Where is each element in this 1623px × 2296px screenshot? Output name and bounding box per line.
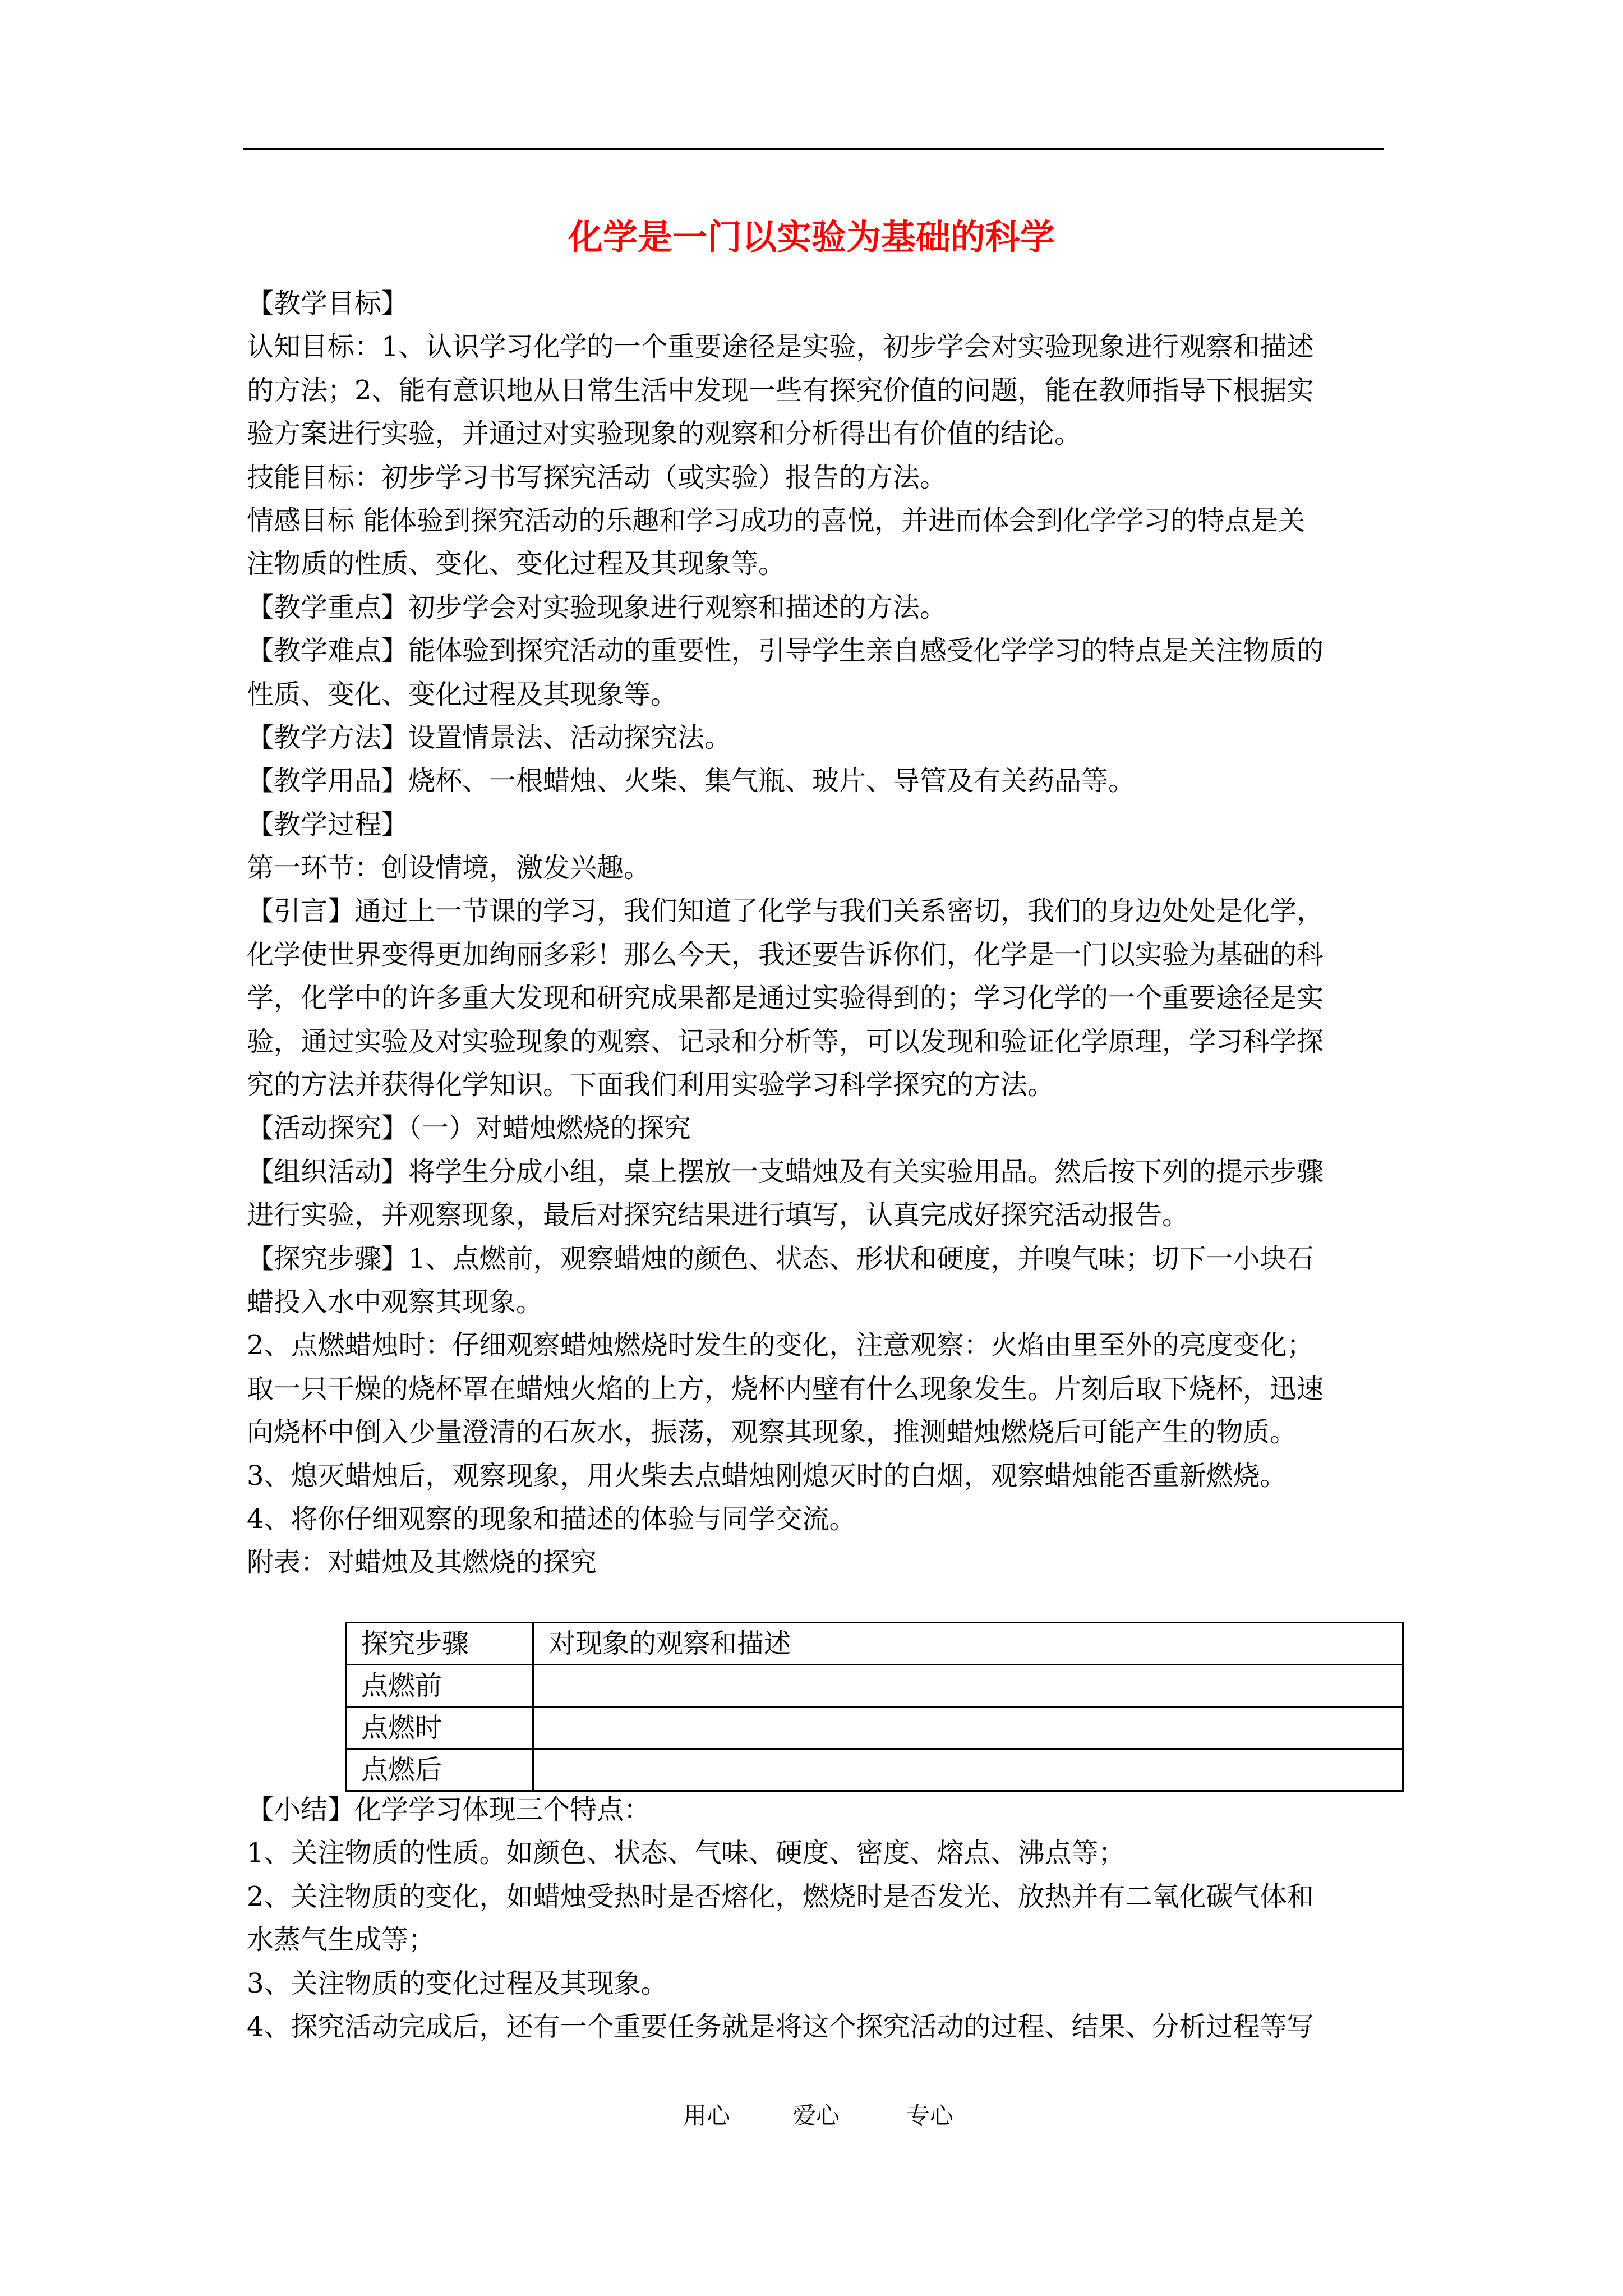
footer-text: 爱心 <box>792 2102 840 2129</box>
text-line: 取一只干燥的烧杯罩在蜡烛火焰的上方，烧杯内壁有什么现象发生。片刻后取下烧杯，迅速 <box>247 1373 1324 1405</box>
text-line: 3、熄灭蜡烛后，观察现象，用火柴去点蜡烛刚熄灭时的白烟，观察蜡烛能否重新燃烧。 <box>247 1460 1287 1492</box>
table-header-cell: 探究步骤 <box>346 1623 533 1665</box>
text-line: 【组织活动】将学生分成小组，桌上摆放一支蜡烛及有关实验用品。然后按下列的提示步骤 <box>247 1156 1324 1188</box>
table-cell: 点燃前 <box>346 1665 533 1707</box>
text-line: 情感目标 能体验到探究活动的乐趣和学习成功的喜悦，并进而体会到化学学习的特点是关 <box>247 504 1306 536</box>
table-cell <box>533 1749 1403 1791</box>
text-line: 【引言】通过上一节课的学习，我们知道了化学与我们关系密切，我们的身边处处是化学， <box>247 895 1324 927</box>
table-header-row <box>346 1623 1403 1665</box>
text-line: 【活动探究】（一）对蜡烛燃烧的探究 <box>247 1112 691 1144</box>
text-line: 技能目标：初步学习书写探究活动（或实验）报告的方法。 <box>247 461 947 493</box>
text-line: 进行实验，并观察现象，最后对探究结果进行填写，认真完成好探究活动报告。 <box>247 1199 1189 1231</box>
text-line: 【教学难点】能体验到探究活动的重要性，引导学生亲自感受化学学习的特点是关注物质的 <box>247 635 1324 667</box>
text-line: 认知目标：1、认识学习化学的一个重要途径是实验，初步学会对实验现象进行观察和描述 <box>247 331 1314 363</box>
text-line: 【教学过程】 <box>247 808 409 840</box>
text-line: 蜡投入水中观察其现象。 <box>247 1286 543 1318</box>
footer-text: 专心 <box>906 2102 954 2129</box>
text-line: 3、关注物质的变化过程及其现象。 <box>247 1967 668 1999</box>
text-line: 验，通过实验及对实验现象的观察、记录和分析等，可以发现和验证化学原理，学习科学探 <box>247 1025 1324 1057</box>
text-line: 【小结】化学学习体现三个特点： <box>247 1794 651 1825</box>
text-line: 性质、变化、变化过程及其现象等。 <box>247 678 678 710</box>
text-line: 学，化学中的许多重大发现和研究成果都是通过实验得到的；学习化学的一个重要途径是实 <box>247 982 1324 1014</box>
text-line: 2、关注物质的变化，如蜡烛受热时是否熔化，燃烧时是否发光、放热并有二氧化碳气体和 <box>247 1880 1314 1912</box>
candle-exploration-table <box>345 1622 1404 1792</box>
lesson-body-part2 <box>247 1788 1385 2049</box>
text-line: 【教学目标】 <box>247 288 409 319</box>
text-line: 1、关注物质的性质。如颜色、状态、气味、硬度、密度、熔点、沸点等； <box>247 1837 1126 1869</box>
text-line: 【探究步骤】1、点燃前，观察蜡烛的颜色、状态、形状和硬度，并嗅气味；切下一小块石 <box>247 1243 1314 1274</box>
text-line: 验方案进行实验，并通过对实验现象的观察和分析得出有价值的结论。 <box>247 418 1082 450</box>
text-line: 究的方法并获得化学知识。下面我们利用实验学习科学探究的方法。 <box>247 1069 1055 1101</box>
text-line: 【教学用品】烧杯、一根蜡烛、火柴、集气瓶、玻片、导管及有关药品等。 <box>247 765 1136 797</box>
table-cell <box>533 1665 1403 1707</box>
table-row <box>346 1707 1403 1749</box>
text-line: 水蒸气生成等； <box>247 1924 436 1956</box>
text-line: 4、探究活动完成后，还有一个重要任务就是将这个探究活动的过程、结果、分析过程等写 <box>247 2010 1314 2042</box>
table-row <box>346 1749 1403 1791</box>
page-title: 化学是一门以实验为基础的科学 <box>568 217 1055 257</box>
table-row <box>346 1665 1403 1707</box>
text-line: 注物质的性质、变化、变化过程及其现象等。 <box>247 548 786 580</box>
table-cell: 点燃后 <box>346 1749 533 1791</box>
text-line: 【教学方法】设置情景法、活动探究法。 <box>247 721 732 753</box>
text-line: 向烧杯中倒入少量澄清的石灰水，振荡，观察其现象，推测蜡烛燃烧后可能产生的物质。 <box>247 1416 1297 1448</box>
text-line: 的方法；2、能有意识地从日常生活中发现一些有探究价值的问题，能在教师指导下根据实 <box>247 374 1314 406</box>
table-cell <box>533 1707 1403 1749</box>
footer-text: 用心 <box>683 2102 731 2129</box>
text-line: 2、点燃蜡烛时：仔细观察蜡烛燃烧时发生的变化，注意观察：火焰由里至外的亮度变化； <box>247 1329 1314 1361</box>
text-line: 第一环节：创设情境，激发兴趣。 <box>247 852 651 884</box>
text-line: 附表：对蜡烛及其燃烧的探究 <box>247 1547 597 1579</box>
text-line: 【教学重点】初步学会对实验现象进行观察和描述的方法。 <box>247 591 947 623</box>
table-cell: 点燃时 <box>346 1707 533 1749</box>
text-line: 化学使世界变得更加绚丽多彩！那么今天，我还要告诉你们，化学是一门以实验为基础的科 <box>247 938 1324 970</box>
header-rule <box>243 148 1384 150</box>
text-line: 4、将你仔细观察的现象和描述的体验与同学交流。 <box>247 1503 856 1535</box>
table-header-cell: 对现象的观察和描述 <box>533 1623 1403 1665</box>
lesson-body-part1 <box>247 282 1385 1585</box>
